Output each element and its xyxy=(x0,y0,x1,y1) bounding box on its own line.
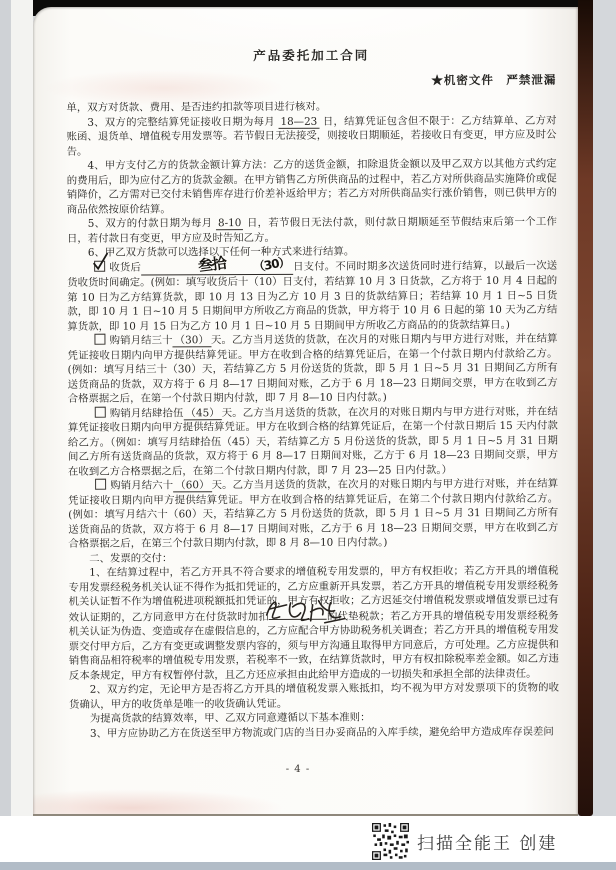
clause-text: 日，结算凭证包含但不限于：乙方结算单、乙方对账函、退货单、增值税专用发票等。若节假日无法接受，则接收日期顺延，若接收日有变更，甲方应及时公告。 xyxy=(66,114,557,158)
clause-text: 的代垫税款；若乙方开具的增值税专用发票经税务机关认证为伪造、变造或存在虚假信息的，乙方应配合甲方协助税务机关调查；若乙方开具的增值税专用发票交付甲方后，乙方有变更或调整发票内容的，须与甲方沟通且取得甲方同意后，方可处理。乙方应提供和销售商品相符税率的增值税专用发票，若税率不一致，在结算货款时，甲方有权扣除税率差金额。如乙方违反本条规定，甲方有权暂停付款，且乙方还应承担由此给甲方造成的一切损失和承担全部的法律责任。 xyxy=(68,609,559,682)
handwritten-scribble xyxy=(259,592,349,628)
days-underlined: （60） xyxy=(173,479,211,492)
days-underlined: （30） xyxy=(173,334,211,347)
clause-4 xyxy=(67,157,557,217)
clause-text: 2、双方约定，无论甲方是否将乙方开具的增值税发票入账抵扣，均不视为甲方对发票项下的货物的收货确认，甲方的收货单是唯一的收货确认凭证。 xyxy=(69,681,560,711)
book-binding-edge xyxy=(578,0,593,816)
handwritten-amount: 叁拾 xyxy=(196,253,228,275)
clause-text: 1、在结算过程中，若乙方开具不符合要求的增值税专用发票的，甲方有权拒收；若乙方开具的增值税专用发票经税务机关认证不得作为抵扣凭证的，乙方应重新开具发票，若乙方开具的增值税专用发票经税务机关认证暂不作为增值税进项税额抵扣凭证的，甲方有权拒收；乙方迟延交付增值税发票或增值发票已过有效认证期的，乙方同意甲方在付货款时加扣 xyxy=(68,564,559,624)
days-underlined: （45） xyxy=(183,407,221,420)
option-text: 购销月结肆拾伍 xyxy=(109,406,184,420)
scan-margin-left xyxy=(0,0,11,816)
date-range-underlined: 18—23 xyxy=(278,115,319,128)
option-text: 日支付。不同时期多次送货同时进行结算，以最后一次送货收货时间确定。(例如：填写收货后十（10）日支付，若结算 10 月 3 日货款，乙方将于 10 月 4 日起的第 10 日为乙方结算货款，即 10 月 13 日为乙方 10 月 3 日的货款结算日；若结算 10 月 1 日~5 日货款，即 10 月 1 日~10 月 5 日期间甲方所收乙方商品的货款，甲方将于 10 月 6 日起的第 10 天为乙方结算货款，即 10 月 15 日为乙方 10 月 1 日~10 月 5 日期间甲方所收乙方商品的的货款结算日。) xyxy=(67,259,558,333)
scanner-watermark xyxy=(372,822,557,860)
contract-blank xyxy=(269,608,327,619)
section-2-clause-1 xyxy=(68,564,559,683)
option-text: 收货后 xyxy=(109,261,142,274)
option-text: 天。乙方当月送货的货款，在次月的对账日期内与甲方进行对账，并在结算凭证接收日期内向甲方提供结算凭证。甲方在收到合格的结算凭证后，在第一个付款日期后 15 天内付款给乙方。（例如：填写月结肆拾伍（45）天，若结算乙方 5 月份送货的货款，即 5 月 1 日~5 月 31 日期间乙方所有送货商品的货款，双方将于 6 月 8—17 日期间对账，乙方于 6 月 18—23 日期间交票，甲方在收到乙方合格票据之后，在第二个付款日期内付款，即 7 月 23—25 日内付款。） xyxy=(67,405,558,478)
confidential-stamp: ★机密文件 严禁泄漏 xyxy=(431,72,557,88)
handwritten-number: （30） xyxy=(252,253,291,275)
clause-text: 日，若节假日无法付款，则付款日期顺延至节假结束后第一个工作日，若付款日有变更，甲方应及时告知乙方。 xyxy=(66,215,557,245)
scan-margin-left-light xyxy=(11,0,33,816)
option-text: 天。乙方当月送货的货款，在次月的对账日期内与甲方进行对账，并在结算凭证接收日期内向甲方提供结算凭证。甲方在收到合格的结算凭证后，在第二个付款日期内付款给乙方。(例如：填写月结六十（60）天，若结算乙方 5 月份送货的货款，即 5 月 1 日~5 月 31 日期间乙方所有送货商品的货款，双方将于 6 月 8—17 日期间对账，乙方于 6 月 18—23 日期间交票，甲方在收到乙方合格票据之后，在第三个付款日期内付款，即 8 月 8—10 日内付款。) xyxy=(68,477,559,550)
checkbox-unchecked-icon xyxy=(94,334,105,345)
clause-5 xyxy=(67,215,557,246)
settlement-option-1 xyxy=(67,253,558,334)
option-text: 购销月结六十 xyxy=(110,479,174,492)
clause-text: 5、双方的付款日期为每月 xyxy=(87,217,217,230)
contract-body xyxy=(66,99,559,741)
clause-text: 4、甲方支付乙方的货款金额计算方法：乙方的送货金额，扣除退货金额以及甲乙双方以其他方式约定的费用后，即为应付乙方的货款金额。在甲方销售乙方所供商品的过程中，若乙方对所供商品实施降价或促销降价，乙方需对已交付未销售库存进行价差补返给甲方；若乙方对所供商品实行涨价销售，则已供甲方的商品依然按原价结算。 xyxy=(66,157,557,216)
option-text: 购销月结三十 xyxy=(109,334,173,347)
handwritten-fill-blank xyxy=(141,253,293,275)
settlement-option-2 xyxy=(67,332,557,407)
scanner-brand-text: 扫描全能王 创建 xyxy=(417,833,558,854)
clause-text: 6、甲乙双方货款可以选择以下任何一种方式来进行结算。 xyxy=(87,245,355,259)
contract-content xyxy=(33,7,578,741)
clause-text: 单，双方对货款、费用、是否违约扣款等项目进行核对。 xyxy=(66,100,327,114)
section-2-clause-3 xyxy=(69,724,559,741)
checkbox-unchecked-icon xyxy=(95,406,106,417)
scan-bottom-band xyxy=(0,862,616,870)
settlement-option-4 xyxy=(68,477,558,552)
checkbox-checked-icon xyxy=(94,260,105,271)
page-number: - 4 - xyxy=(285,764,311,775)
document-title: 产品委托加工合同 xyxy=(253,47,370,64)
clause-text: 为提高货款的结算效率，甲、乙双方同意遵循以下基本准则： xyxy=(89,711,371,725)
clause-text: 3、双方的完整结算凭证接收日期为每月 xyxy=(87,115,279,129)
option-text: 天。乙方当月送货的货款，在次月的对账日期内与甲方进行对账，并在结算凭证接收日期内向甲方提供结算凭证。甲方在收到合格的结算凭证后，在第一个付款日期内付款给乙方。(例如：填写月结三十（30）天，若结算乙方 5 月份送货的货款，即 5 月 1 日~5 月 31 日期间乙方所有送货商品的货款，双方将于 6 月 8—17 日期间对账，乙方于 6 月 18—23 日期间交票，甲方在收到乙方合格票据之后，在第一个付款日期内付款，即 7 月 8—10 日内付款。) xyxy=(67,332,558,405)
date-range-underlined: 8-10 xyxy=(216,217,243,230)
heading-text: 二、发票的交付： xyxy=(89,551,173,565)
clause-3 xyxy=(66,113,556,159)
qr-code xyxy=(372,823,409,860)
contract-page xyxy=(33,7,578,816)
settlement-option-3 xyxy=(68,404,558,479)
checkbox-unchecked-icon xyxy=(95,479,106,490)
section-2-clause-2 xyxy=(69,681,559,712)
clause-text: 3、甲方应协助乙方在货送至甲方物流或门店的当日办妥商品的入库手续，避免给甲方造成库存误差问 xyxy=(89,725,554,740)
